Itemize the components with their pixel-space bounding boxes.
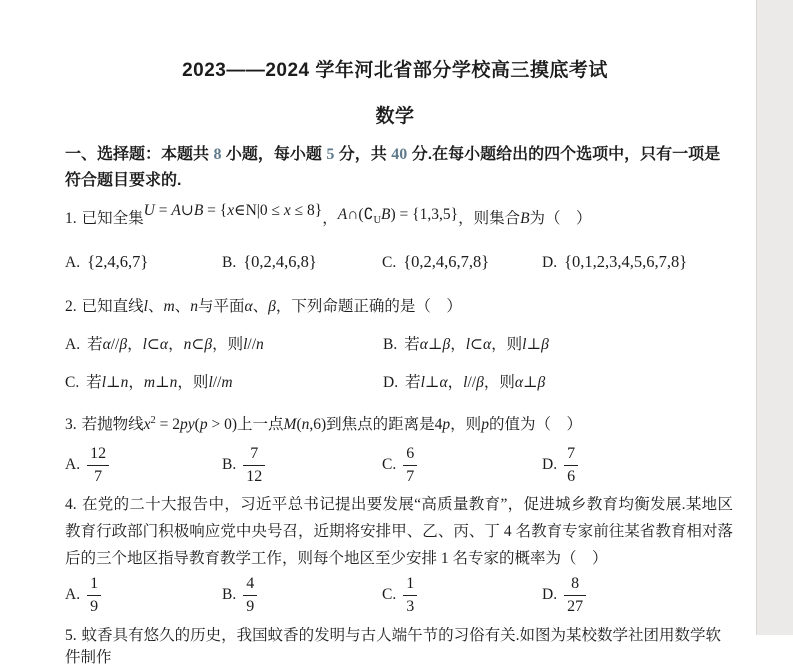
question-2-number: 2. — [65, 298, 77, 316]
question-3-option-b — [222, 444, 382, 487]
option-c-label: C. — [382, 456, 397, 474]
question-4-option-c — [382, 574, 542, 617]
question-3-option-a — [65, 444, 222, 487]
option-d-value: $\frac{8}{27}$ — [564, 586, 586, 603]
question-1-option-d — [542, 252, 725, 272]
option-a-label: A. — [65, 336, 81, 354]
question-3-options — [65, 444, 725, 487]
option-a-value: $\frac{1}{9}$ — [87, 586, 101, 603]
option-b-label: B. — [383, 336, 398, 354]
option-d-label: D. — [383, 374, 399, 392]
option-a-value: {2,4,6,7} — [87, 252, 149, 272]
option-a-label: A. — [65, 586, 81, 604]
question-1-option-c — [382, 252, 542, 272]
option-a-label: A. — [65, 254, 81, 272]
option-d-value: $\frac{7}{6}$ — [564, 456, 578, 473]
page-edge — [756, 0, 793, 635]
exam-title: 2023——2024 学年河北省部分学校高三摸底考试 — [182, 60, 608, 81]
question-5 — [65, 625, 725, 669]
question-4 — [65, 491, 733, 572]
question-3-stem: 若抛物线$x^2 = 2py(p > 0)$上一点M(n,6)到焦点的距离是4p，则p的值为（ ） — [81, 415, 582, 434]
option-a-label: A. — [65, 456, 81, 474]
question-1-options — [65, 252, 725, 272]
question-2-options-row-2 — [65, 370, 725, 392]
option-d-value: {0,1,2,3,4,5,6,7,8} — [564, 252, 688, 272]
option-b-value: {0,2,4,6,8} — [243, 252, 317, 272]
question-1-number: 1. — [65, 210, 77, 227]
question-1 — [65, 202, 725, 236]
option-b-label: B. — [222, 254, 237, 272]
question-2-option-d — [383, 370, 725, 392]
question-2-option-c — [65, 370, 383, 392]
option-d-label: D. — [542, 254, 558, 272]
question-4-option-a — [65, 574, 222, 617]
question-1-stem: 已知全集U = A∪B = {x∈N|0 ≤ x ≤ 8}，$A\cap(∁_UB) = \{1,3,5\}$，则集合B为（ ） — [81, 202, 592, 227]
question-4-options — [65, 574, 725, 617]
instruction-line-1: 一、选择题：本题共 8 小题，每小题 5 分，共 40 分.在每小题给出的四个选项中，只有一项是 — [65, 146, 721, 163]
question-2-option-b — [383, 332, 725, 354]
question-5-number: 5. — [65, 627, 77, 645]
question-4-stem: 在党的二十大报告中，习近平总书记提出要发展“高质量教育”，促进城乡教育均衡发展.某地区教育行政部门积极响应党中央号召，近期将安排甲、乙、丙、丁 4 名教育专家前往某省教育相对落后的三个地区指导教育教学工作，则每个地区至少安排 1 名专家的概率为（ ） — [65, 496, 733, 568]
question-1-option-b — [222, 252, 382, 272]
section-instruction — [65, 142, 725, 194]
option-c-label: C. — [65, 374, 80, 392]
option-c-label: C. — [382, 586, 397, 604]
question-2 — [65, 296, 725, 318]
option-c-value: 若l⊥n，m⊥n，则l//m — [86, 374, 233, 392]
instruction-line-2: 符合题目要求的. — [65, 172, 182, 189]
option-b-label: B. — [222, 586, 237, 604]
question-2-stem: 已知直线l、m、n与平面α、β，下列命题正确的是（ ） — [81, 298, 462, 316]
option-b-value: $\frac{7}{12}$ — [243, 456, 265, 473]
question-1-option-a — [65, 252, 222, 272]
option-b-value: 若α⊥β，l⊂α，则l⊥β — [404, 336, 549, 354]
option-d-value: 若l⊥α，l//β，则α⊥β — [405, 374, 546, 392]
option-c-value: {0,2,4,6,7,8} — [403, 252, 490, 272]
option-d-label: D. — [542, 586, 558, 604]
question-4-option-b — [222, 574, 382, 617]
question-5-stem: 蚊香具有悠久的历史，我国蚊香的发明与古人端午节的习俗有关.如图为某校数学社团用数学软件制作 — [65, 627, 722, 667]
question-2-option-a — [65, 332, 383, 354]
option-a-value: $\frac{12}{7}$ — [87, 456, 109, 473]
question-4-option-d — [542, 574, 725, 617]
question-3-number: 3. — [65, 416, 77, 434]
option-b-label: B. — [222, 456, 237, 474]
option-c-value: $\frac{6}{7}$ — [403, 456, 417, 473]
option-d-label: D. — [542, 456, 558, 474]
option-b-value: $\frac{4}{9}$ — [243, 586, 257, 603]
question-4-number: 4. — [65, 496, 77, 514]
exam-subject: 数学 — [375, 106, 415, 127]
question-3 — [65, 410, 725, 436]
question-2-options-row-1 — [65, 332, 725, 354]
option-c-value: $\frac{1}{3}$ — [403, 586, 417, 603]
question-3-option-d — [542, 444, 725, 487]
option-a-value: 若α//β，l⊂α，n⊂β，则l//n — [87, 336, 264, 354]
option-c-label: C. — [382, 254, 397, 272]
question-3-option-c — [382, 444, 542, 487]
